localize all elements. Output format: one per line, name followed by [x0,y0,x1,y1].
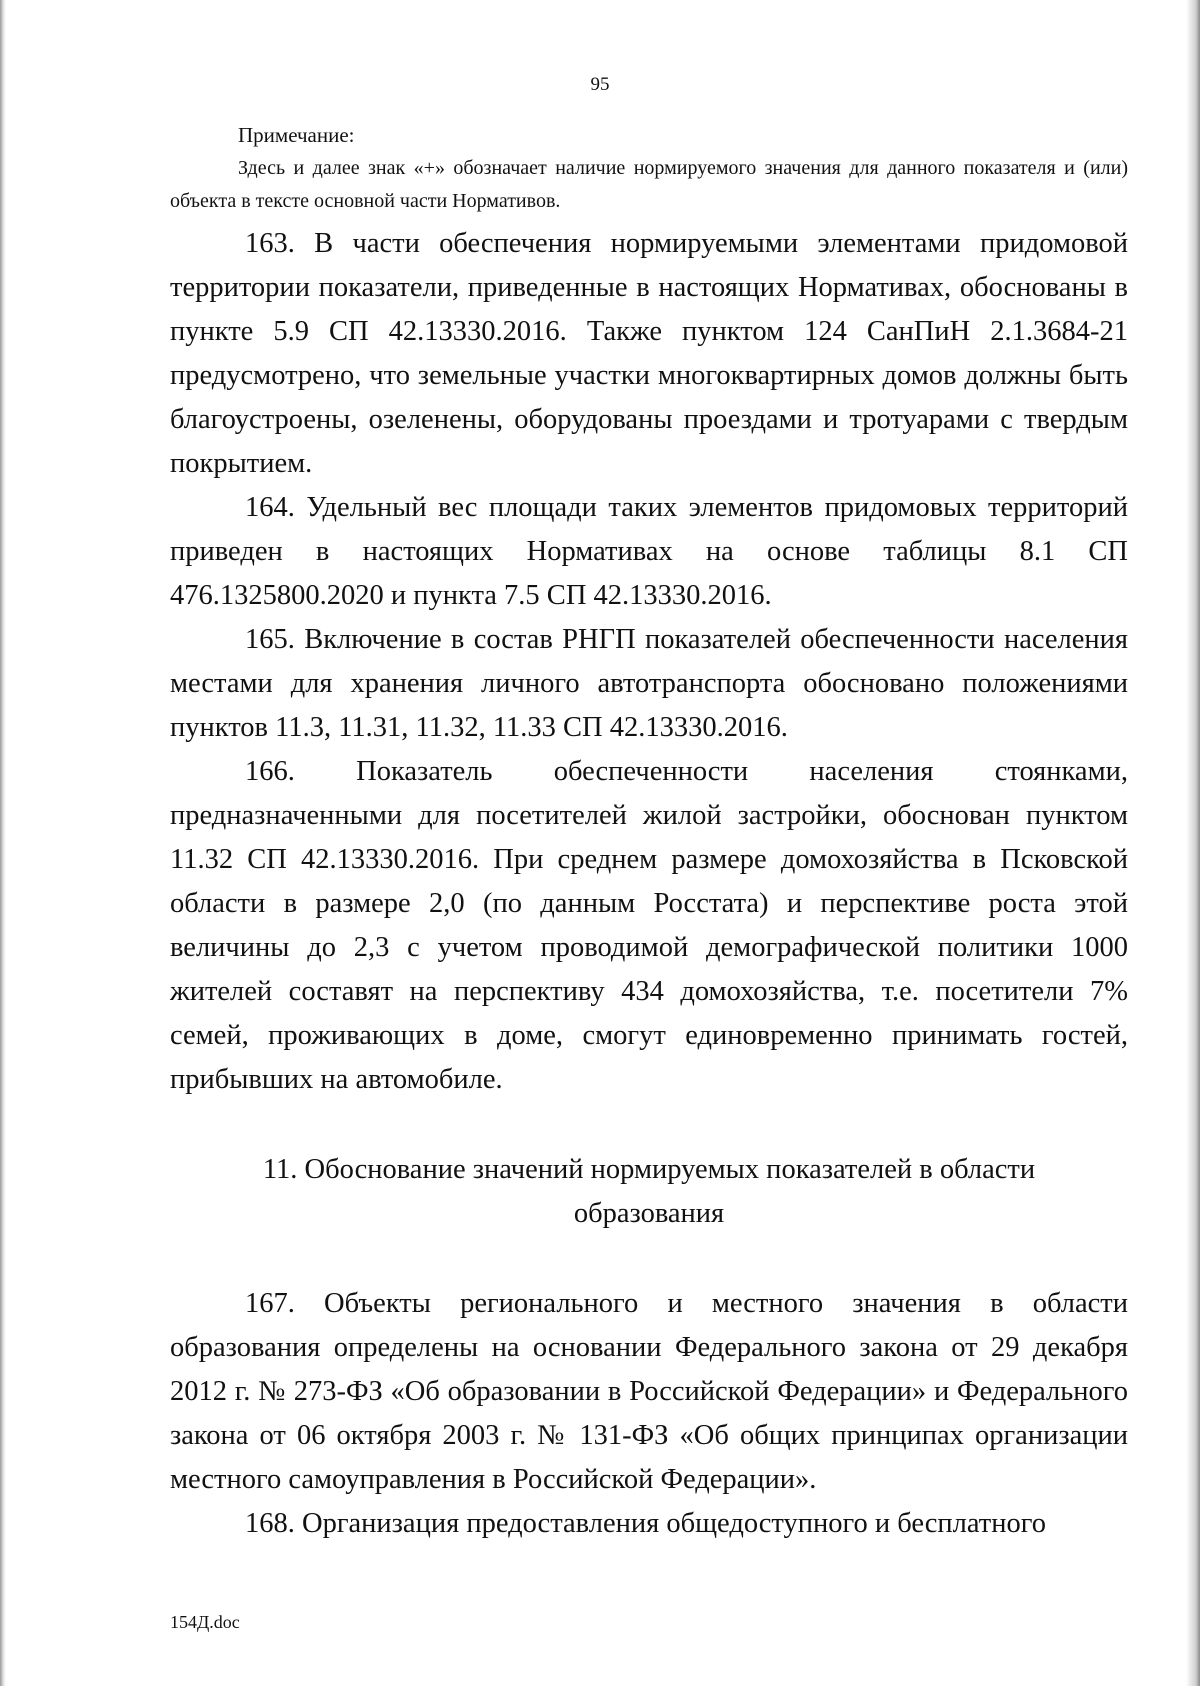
paragraphs-bottom [170,1282,1128,1546]
scan-edge-left [0,0,6,1686]
paragraph-165: 165. Включение в состав РНГП показателей обеспеченности населения местами для хранения личного автотранспорта обосновано положениями пунктов 11.3, 11.31, 11.32, 11.33 СП 42.13330.2016. [170,624,1128,743]
paragraph-167: 167. Объекты регионального и местного значения в области образования определены на основании Федерального закона от 29 декабря 2012 г. № 273-ФЗ «Об образовании в Российской Федерации» и Федерального закона от 06 октября 2003 г. № 131-ФЗ «Об общих принципах организации местного самоуправления в Российской Федерации». [170,1288,1128,1495]
paragraph-163: 163. В части обеспечения нормируемыми элементами придомовой территории показатели, приведенные в настоящих Нормативах, обоснованы в пункте 5.9 СП 42.13330.2016. Также пунктом 124 СанПиН 2.1.3684-21 предусмотрено, что земельные участки многоквартирных домов должны быть благоустроены, озеленены, оборудованы проездами и тротуарами с твердым покрытием. [170,228,1128,479]
footer-filename: 154Д.doc [170,1612,240,1632]
note-block [170,118,1128,218]
paragraphs-top [170,222,1128,1102]
page-number: 95 [590,74,610,95]
paragraph-164: 164. Удельный вес площади таких элементов придомовых территорий приведен в настоящих Нормативах на основе таблицы 8.1 СП 476.1325800.2020 и пункта 7.5 СП 42.13330.2016. [170,492,1128,611]
section-heading: 11. Обоснование значений нормируемых показателей в области образования [262,1154,1036,1229]
note-title: Примечание: [238,123,355,147]
page-content [170,118,1128,1546]
paragraph-168: 168. Организация предоставления общедоступного и бесплатного [245,1508,1046,1539]
paragraph-166: 166. Показатель обеспеченности населения стоянками, предназначенными для посетителей жилой застройки, обоснован пунктом 11.32 СП 42.13330.2016. При среднем размере домохозяйства в Псковской области в размере 2,0 (по данным Росстата) и перспективе роста этой величины до 2,3 с учетом проводимой демографической политики 1000 жителей составят на перспективу 434 домохозяйства, т.е. посетители 7% семей, проживающих в доме, смогут единовременно принимать гостей, прибывших на автомобиле. [170,756,1128,1095]
note-text: Здесь и далее знак «+» обозначает наличие нормируемого значения для данного показателя и (или) объекта в тексте основной части Нормативов. [170,157,1128,212]
scan-edge-right [1186,0,1200,1686]
